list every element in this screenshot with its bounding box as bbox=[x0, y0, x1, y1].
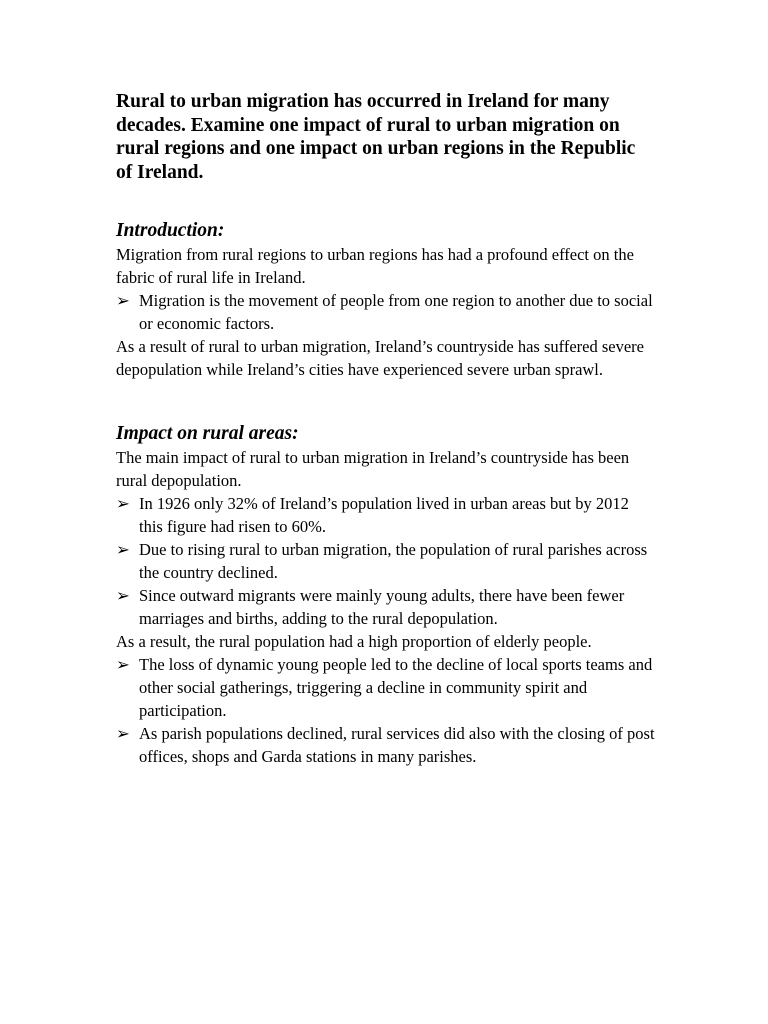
bullet-item bbox=[116, 492, 656, 538]
bullet-text: The loss of dynamic young people led to the decline of local sports teams and other social gatherings, triggering a decline in community spirit and participation. bbox=[139, 655, 653, 720]
arrow-bullet-icon: ➢ bbox=[116, 494, 130, 513]
bullet-item bbox=[116, 653, 656, 722]
arrow-bullet-icon: ➢ bbox=[116, 655, 130, 674]
introduction-heading: Introduction: bbox=[116, 220, 225, 241]
essay-question-title: Rural to urban migration has occurred in Ireland for many decades. Examine one impact of rural to urban migration on rural regions and one impact on urban regions in the Republic of Ireland. bbox=[116, 91, 636, 183]
bullet-text: Since outward migrants were mainly young adults, there have been fewer marriages and births, adding to the rural depopulation. bbox=[139, 586, 625, 628]
rural-impact-paragraph: The main impact of rural to urban migration in Ireland’s countryside has been rural depopulation. bbox=[116, 448, 630, 490]
bullet-item bbox=[116, 584, 656, 630]
document-body bbox=[116, 90, 656, 768]
rural-impact-bullet-list bbox=[116, 492, 656, 630]
bullet-text: Migration is the movement of people from one region to another due to social or economic factors. bbox=[139, 291, 653, 333]
introduction-paragraph: Migration from rural regions to urban regions has had a profound effect on the fabric of rural life in Ireland. bbox=[116, 245, 634, 287]
rural-impact-heading: Impact on rural areas: bbox=[116, 423, 299, 444]
arrow-bullet-icon: ➢ bbox=[116, 540, 130, 559]
bullet-item bbox=[116, 538, 656, 584]
arrow-bullet-icon: ➢ bbox=[116, 291, 130, 310]
bullet-text: Due to rising rural to urban migration, the population of rural parishes across the country declined. bbox=[139, 540, 648, 582]
introduction-conclusion-paragraph: As a result of rural to urban migration, Ireland’s countryside has suffered severe depopulation while Ireland’s cities have experienced severe urban sprawl. bbox=[116, 337, 644, 379]
bullet-item bbox=[116, 289, 656, 335]
rural-impact-section bbox=[116, 422, 656, 768]
bullet-text: As parish populations declined, rural services did also with the closing of post offices, shops and Garda stations in many parishes. bbox=[139, 724, 655, 766]
introduction-bullet-list bbox=[116, 289, 656, 335]
rural-elderly-paragraph: As a result, the rural population had a high proportion of elderly people. bbox=[116, 632, 592, 651]
introduction-section bbox=[116, 219, 656, 381]
rural-consequences-bullet-list bbox=[116, 653, 656, 768]
arrow-bullet-icon: ➢ bbox=[116, 724, 130, 743]
bullet-text: In 1926 only 32% of Ireland’s population lived in urban areas but by 2012 this figure had risen to 60%. bbox=[139, 494, 629, 536]
bullet-item bbox=[116, 722, 656, 768]
arrow-bullet-icon: ➢ bbox=[116, 586, 130, 605]
